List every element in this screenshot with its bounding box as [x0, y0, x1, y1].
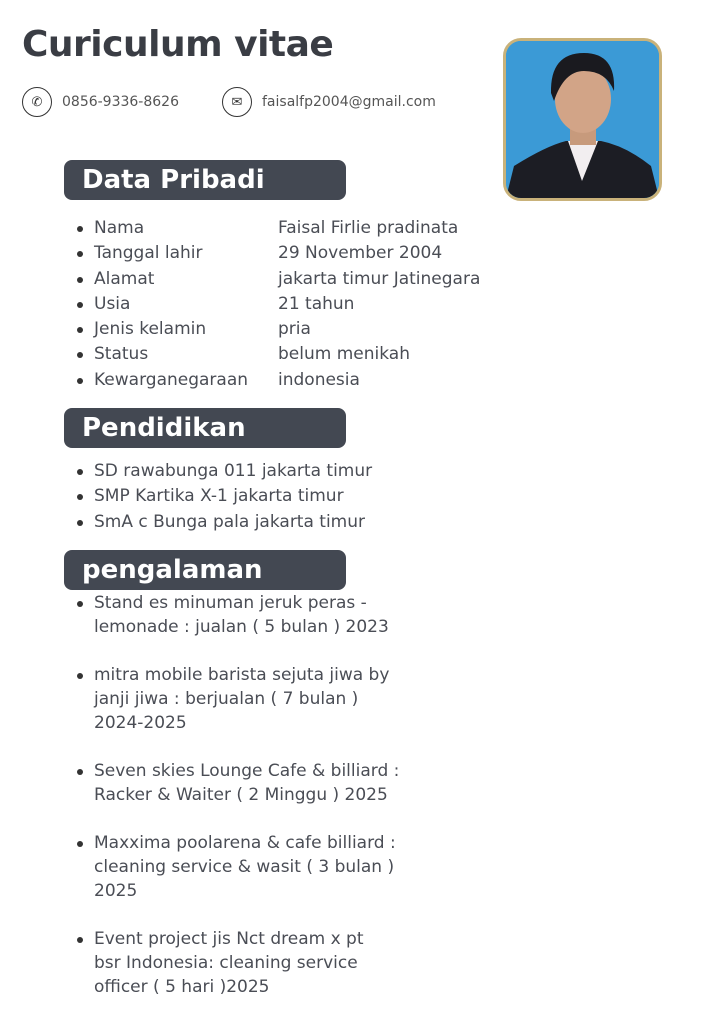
person-portrait-icon [506, 41, 659, 198]
section-heading-personal: Data Pribadi [64, 160, 346, 200]
field-label: Jenis kelamin [94, 319, 207, 340]
list-item [72, 216, 459, 241]
list-item [72, 342, 410, 367]
field-value: jakarta timur Jatinegara [278, 268, 481, 289]
field-label: Tanggal lahir [94, 243, 203, 264]
field-label: Usia [94, 293, 131, 314]
field-label: Nama [94, 218, 145, 238]
mail-icon: ✉ [222, 87, 252, 117]
list-item [72, 267, 481, 292]
text-line: Event project jis Nct dream x pt [94, 929, 364, 949]
field-label: Kewarganegaraan [94, 369, 249, 390]
field-value: indonesia [278, 369, 360, 390]
text-line: mitra mobile barista sejuta jiwa by [94, 665, 390, 685]
text-line: Maxxima poolarena & cafe billiard : [94, 833, 396, 853]
field-value: belum menikah [278, 344, 410, 365]
text-line: bsr Indonesia: cleaning service [94, 953, 358, 973]
list-item [72, 368, 360, 393]
field-value: Faisal Firlie pradinata [278, 218, 459, 238]
experience-list [72, 591, 399, 1023]
section-heading-education: Pendidikan [64, 408, 346, 448]
education-list [72, 459, 372, 535]
phone-contact [22, 87, 179, 117]
field-value: pria [278, 319, 311, 340]
list-item: SmA c Bunga pala jakarta timur [72, 510, 372, 535]
text-line: Stand es minuman jeruk peras - [94, 593, 367, 613]
text-line: lemonade : jualan ( 5 bulan ) 2023 [94, 617, 389, 637]
list-item: SD rawabunga 011 jakarta timur [72, 459, 372, 484]
field-label: Alamat [94, 268, 155, 289]
list-item [72, 759, 399, 807]
text-line: janji jiwa : berjualan ( 7 bulan ) [94, 689, 359, 709]
email-contact [222, 87, 436, 117]
list-item [72, 663, 399, 735]
list-item [72, 591, 399, 639]
list-item [72, 241, 443, 266]
phone-icon: ✆ [22, 87, 52, 117]
list-item [72, 317, 311, 342]
profile-photo [503, 38, 662, 201]
personal-data-list [72, 216, 481, 393]
field-value: 29 November 2004 [278, 243, 443, 264]
list-item [72, 927, 399, 999]
text-line: Seven skies Lounge Cafe & billiard : [94, 761, 400, 781]
field-label: Status [94, 344, 149, 365]
text-line: cleaning service & wasit ( 3 bulan ) [94, 857, 395, 877]
list-item [72, 292, 355, 317]
text-line: officer ( 5 hari )2025 [94, 977, 270, 997]
page-title: Curiculum vitae [22, 24, 334, 65]
text-line: 2024-2025 [94, 713, 187, 733]
email-address: faisalfp2004@gmail.com [262, 94, 436, 110]
list-item [72, 831, 399, 903]
phone-number: 0856-9336-8626 [62, 94, 179, 110]
list-item: SMP Kartika X-1 jakarta timur [72, 484, 372, 509]
text-line: 2025 [94, 881, 138, 901]
text-line: Racker & Waiter ( 2 Minggu ) 2025 [94, 785, 388, 805]
section-heading-experience: pengalaman [64, 550, 346, 590]
field-value: 21 tahun [278, 293, 355, 314]
